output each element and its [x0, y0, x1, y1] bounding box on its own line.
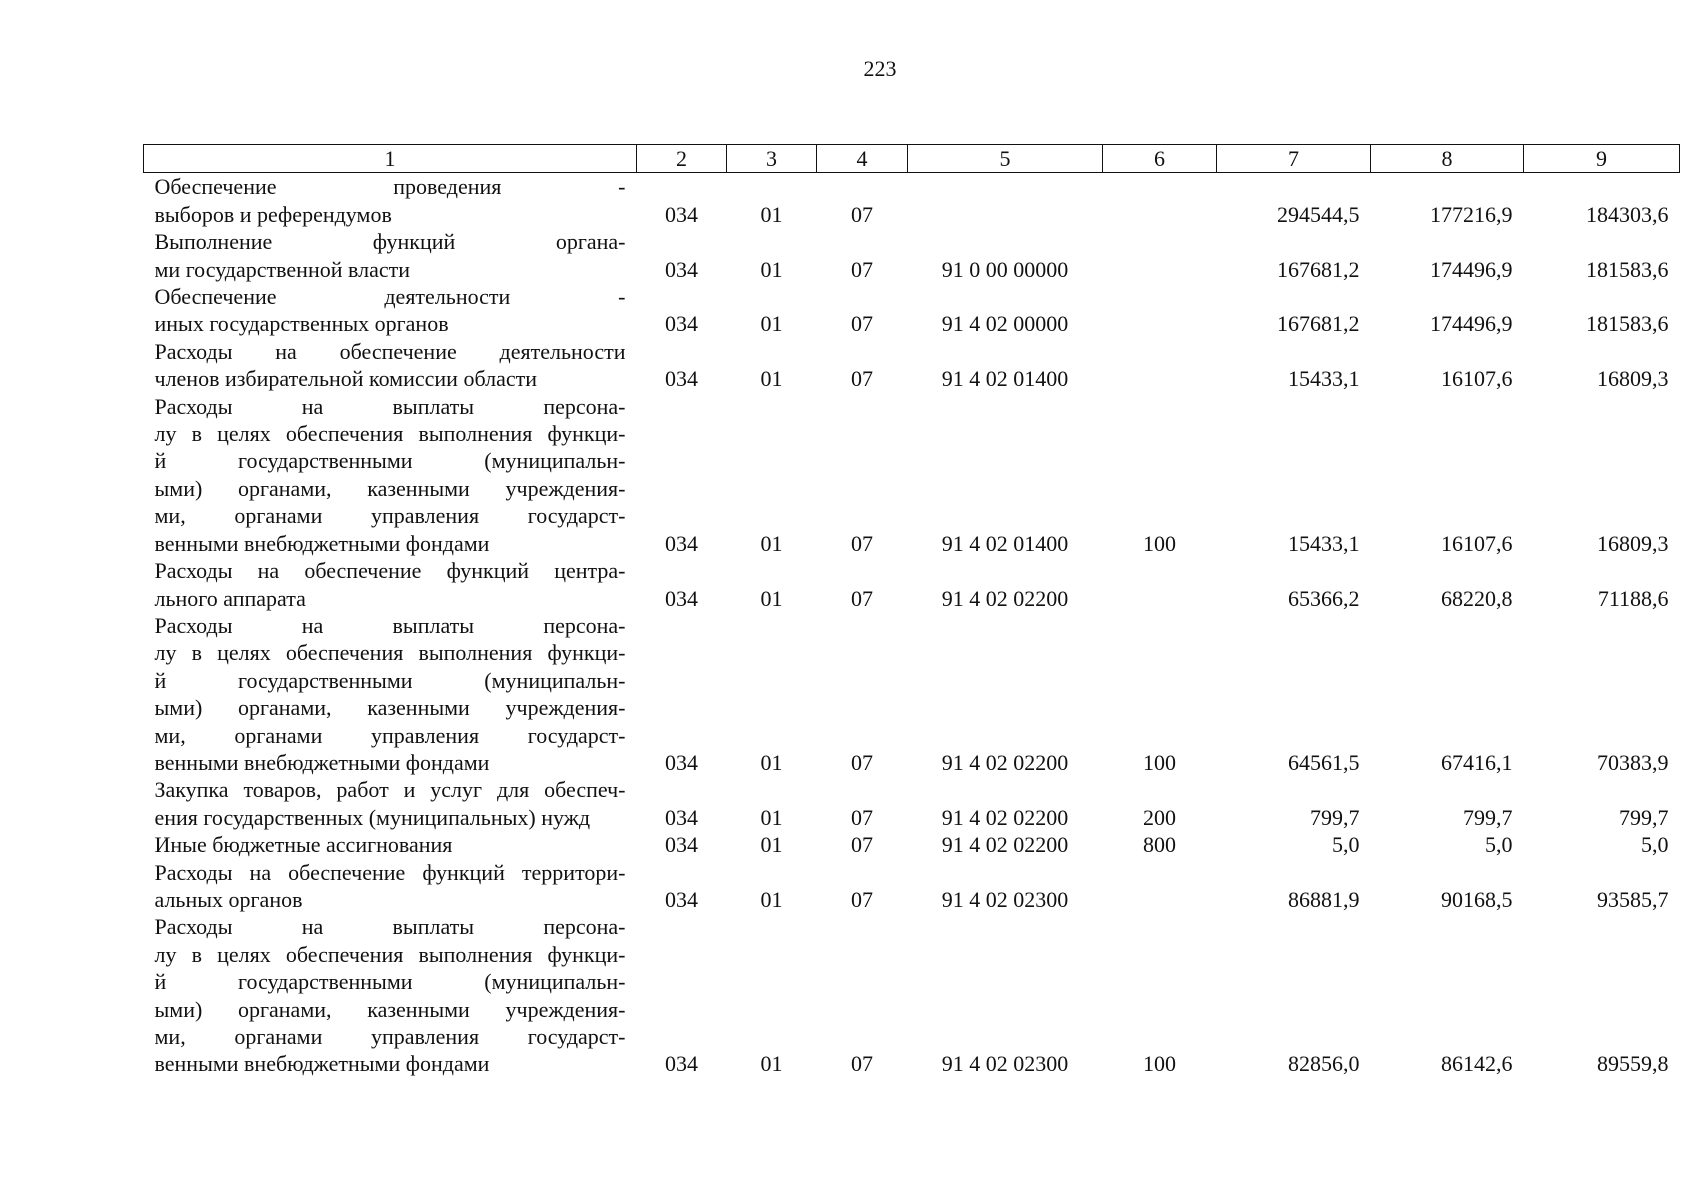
- row-ministry-code: 034: [665, 201, 698, 227]
- row-amount-col-7: 64561,5: [1288, 749, 1360, 775]
- row-section-code: 01: [760, 832, 783, 858]
- row-name-line: венными внебюджетными фондами: [154, 749, 490, 775]
- table-body: [144, 173, 1680, 1078]
- table-row: [144, 557, 1680, 612]
- header-col-3: 3: [727, 145, 817, 173]
- row-ministry-code: 034: [665, 832, 698, 858]
- row-name: [144, 913, 637, 1077]
- row-name: [144, 228, 637, 283]
- row-target-article: 91 4 02 02300: [941, 1051, 1069, 1077]
- row-amount-col-9: 71188,6: [1597, 585, 1669, 611]
- row-name-line: лу в целях обеспечения выполнения функци-: [154, 640, 626, 666]
- row-subsection-code: 07: [851, 886, 873, 912]
- row-amount-col-7: 799,7: [1310, 804, 1360, 830]
- row-name-line: льного аппарата: [154, 585, 306, 611]
- row-subsection-code: 07: [851, 311, 873, 337]
- row-ministry-code: 034: [665, 530, 698, 556]
- row-name: Иные бюджетные ассигнования: [154, 832, 453, 858]
- row-amount-col-9: 16809,3: [1597, 530, 1669, 556]
- row-section-code: 01: [760, 311, 783, 337]
- row-name-line: й государственными (муниципальн-: [154, 969, 626, 995]
- row-name-line: Расходы на выплаты персона-: [154, 393, 626, 419]
- row-amount-col-8: 16107,6: [1441, 366, 1513, 392]
- row-amount-col-8: 16107,6: [1441, 530, 1513, 556]
- table-row: [144, 228, 1680, 283]
- row-name: [144, 859, 637, 914]
- row-target-article: 91 4 02 02300: [941, 886, 1069, 912]
- row-section-code: 01: [760, 585, 783, 611]
- row-ministry-code: 034: [665, 585, 698, 611]
- row-ministry-code: 034: [665, 256, 698, 282]
- row-amount-col-7: 5,0: [1332, 832, 1360, 858]
- row-subsection-code: 07: [851, 1051, 873, 1077]
- row-name: [144, 283, 637, 338]
- row-section-code: 01: [760, 804, 783, 830]
- page-number: 223: [863, 56, 897, 81]
- row-expense-type: [1103, 173, 1217, 228]
- row-amount-col-8: 68220,8: [1441, 585, 1513, 611]
- row-section-code: 01: [760, 886, 783, 912]
- row-amount-col-8: 86142,6: [1441, 1051, 1513, 1077]
- row-name-line: ми, органами управления государст-: [154, 1024, 626, 1049]
- row-name: [144, 557, 637, 612]
- row-subsection-code: 07: [851, 366, 873, 392]
- row-section-code: 01: [760, 1051, 783, 1077]
- row-amount-col-8: 174496,9: [1430, 311, 1513, 337]
- table-row: [144, 913, 1680, 1077]
- row-amount-col-7: 82856,0: [1288, 1051, 1360, 1077]
- row-section-code: 01: [760, 256, 783, 282]
- row-name-line: выборов и референдумов: [154, 201, 392, 227]
- row-amount-col-9: 93585,7: [1597, 886, 1669, 912]
- row-expense-type: [1103, 338, 1217, 393]
- table-row: [144, 776, 1680, 831]
- row-name-line: Расходы на обеспечение функций центра-: [154, 558, 626, 584]
- row-name-line: ыми) органами, казенными учреждения-: [154, 695, 626, 721]
- row-target-article: 91 4 02 01400: [941, 366, 1069, 392]
- row-subsection-code: 07: [851, 832, 873, 858]
- row-name: [144, 612, 637, 776]
- row-ministry-code: 034: [665, 311, 698, 337]
- header-col-2: 2: [637, 145, 727, 173]
- row-name-line: Закупка товаров, работ и услуг для обеспеч-: [154, 777, 626, 803]
- row-amount-col-8: 67416,1: [1441, 749, 1513, 775]
- row-ministry-code: 034: [665, 804, 698, 830]
- row-amount-col-9: 89559,8: [1597, 1051, 1669, 1077]
- row-expense-type: 800: [1143, 832, 1176, 858]
- row-amount-col-8: 90168,5: [1441, 886, 1513, 912]
- row-expense-type: 100: [1143, 1051, 1176, 1077]
- row-name-line: Обеспечение деятельности -: [154, 284, 626, 310]
- row-name: [144, 338, 637, 393]
- row-name-line: Расходы на выплаты персона-: [154, 914, 626, 940]
- row-target-article: 91 4 02 02200: [941, 832, 1069, 858]
- row-ministry-code: 034: [665, 1051, 698, 1077]
- row-ministry-code: 034: [665, 366, 698, 392]
- table-row: [144, 173, 1680, 228]
- table-header: [144, 145, 1680, 173]
- table-row: [144, 612, 1680, 776]
- row-subsection-code: 07: [851, 804, 873, 830]
- row-name-line: ыми) органами, казенными учреждения-: [154, 996, 626, 1022]
- row-amount-col-9: 184303,6: [1586, 201, 1669, 227]
- row-amount-col-9: 181583,6: [1586, 311, 1669, 337]
- row-target-article: 91 4 02 02200: [941, 749, 1069, 775]
- row-subsection-code: 07: [851, 201, 873, 227]
- row-amount-col-7: 167681,2: [1277, 256, 1360, 282]
- table-row: [144, 831, 1680, 858]
- row-name: [144, 776, 637, 831]
- row-subsection-code: 07: [851, 585, 873, 611]
- row-name: [144, 393, 637, 557]
- row-name-line: й государственными (муниципальн-: [154, 667, 626, 693]
- table-row: [144, 338, 1680, 393]
- row-expense-type: [1103, 228, 1217, 283]
- row-name-line: ми, органами управления государст-: [154, 722, 626, 748]
- row-amount-col-8: 5,0: [1485, 832, 1513, 858]
- row-name-line: ми, органами управления государст-: [154, 503, 626, 529]
- row-name-line: лу в целях обеспечения выполнения функци-: [154, 421, 626, 447]
- row-name-line: Расходы на обеспечение деятельности: [154, 338, 626, 364]
- row-amount-col-9: 181583,6: [1586, 256, 1669, 282]
- table-row: [144, 393, 1680, 557]
- row-name-line: иных государственных органов: [154, 311, 449, 337]
- row-subsection-code: 07: [851, 530, 873, 556]
- row-name-line: венными внебюджетными фондами: [154, 530, 490, 556]
- row-name-line: ыми) органами, казенными учреждения-: [154, 475, 626, 501]
- header-col-1: 1: [144, 145, 637, 173]
- row-amount-col-8: 174496,9: [1430, 256, 1513, 282]
- header-row: [144, 145, 1680, 173]
- row-name-line: Расходы на выплаты персона-: [154, 612, 626, 638]
- row-amount-col-7: 294544,5: [1277, 201, 1360, 227]
- budget-table: [143, 144, 1680, 1078]
- row-ministry-code: 034: [665, 749, 698, 775]
- row-section-code: 01: [760, 749, 783, 775]
- row-section-code: 01: [760, 366, 783, 392]
- row-amount-col-8: 799,7: [1463, 804, 1513, 830]
- row-amount-col-7: 15433,1: [1288, 530, 1360, 556]
- row-expense-type: [1103, 859, 1217, 914]
- header-col-6: 6: [1103, 145, 1217, 173]
- row-expense-type: 100: [1143, 749, 1176, 775]
- row-subsection-code: 07: [851, 256, 873, 282]
- row-amount-col-9: 799,7: [1619, 804, 1669, 830]
- row-expense-type: 200: [1143, 804, 1176, 830]
- row-amount-col-7: 15433,1: [1288, 366, 1360, 392]
- row-name-line: лу в целях обеспечения выполнения функци-: [154, 941, 626, 967]
- row-name: [144, 173, 637, 228]
- row-name-line: венными внебюджетными фондами: [154, 1051, 490, 1077]
- row-amount-col-9: 5,0: [1641, 832, 1669, 858]
- row-target-article: 91 4 02 00000: [941, 311, 1069, 337]
- row-target-article: 91 0 00 00000: [941, 256, 1069, 282]
- row-expense-type: [1103, 283, 1217, 338]
- row-expense-type: [1103, 557, 1217, 612]
- header-col-9: 9: [1524, 145, 1680, 173]
- row-expense-type: 100: [1143, 530, 1176, 556]
- row-amount-col-9: 70383,9: [1597, 749, 1669, 775]
- row-name-line: й государственными (муниципальн-: [154, 448, 626, 474]
- row-name-line: ми государственной власти: [154, 256, 410, 282]
- row-target-article: 91 4 02 02200: [941, 585, 1069, 611]
- row-name-line: альных органов: [154, 886, 303, 912]
- row-section-code: 01: [760, 530, 783, 556]
- row-name-line: Расходы на обеспечение функций территори-: [154, 859, 626, 885]
- row-amount-col-9: 16809,3: [1597, 366, 1669, 392]
- row-target-article: [908, 173, 1103, 228]
- row-amount-col-7: 86881,9: [1288, 886, 1360, 912]
- row-name-line: членов избирательной комиссии области: [154, 366, 537, 392]
- row-amount-col-7: 65366,2: [1288, 585, 1360, 611]
- header-col-4: 4: [817, 145, 908, 173]
- row-ministry-code: 034: [665, 886, 698, 912]
- header-col-8: 8: [1371, 145, 1524, 173]
- row-name-line: Выполнение функций органа-: [154, 229, 626, 255]
- header-col-7: 7: [1217, 145, 1371, 173]
- row-target-article: 91 4 02 01400: [941, 530, 1069, 556]
- row-amount-col-7: 167681,2: [1277, 311, 1360, 337]
- table-row: [144, 283, 1680, 338]
- row-name-line: ения государственных (муниципальных) нужд: [154, 804, 591, 830]
- table-row: [144, 859, 1680, 914]
- row-target-article: 91 4 02 02200: [941, 804, 1069, 830]
- row-amount-col-8: 177216,9: [1430, 201, 1513, 227]
- row-name-line: Обеспечение проведения -: [154, 174, 626, 200]
- row-subsection-code: 07: [851, 749, 873, 775]
- row-section-code: 01: [760, 201, 783, 227]
- header-col-5: 5: [908, 145, 1103, 173]
